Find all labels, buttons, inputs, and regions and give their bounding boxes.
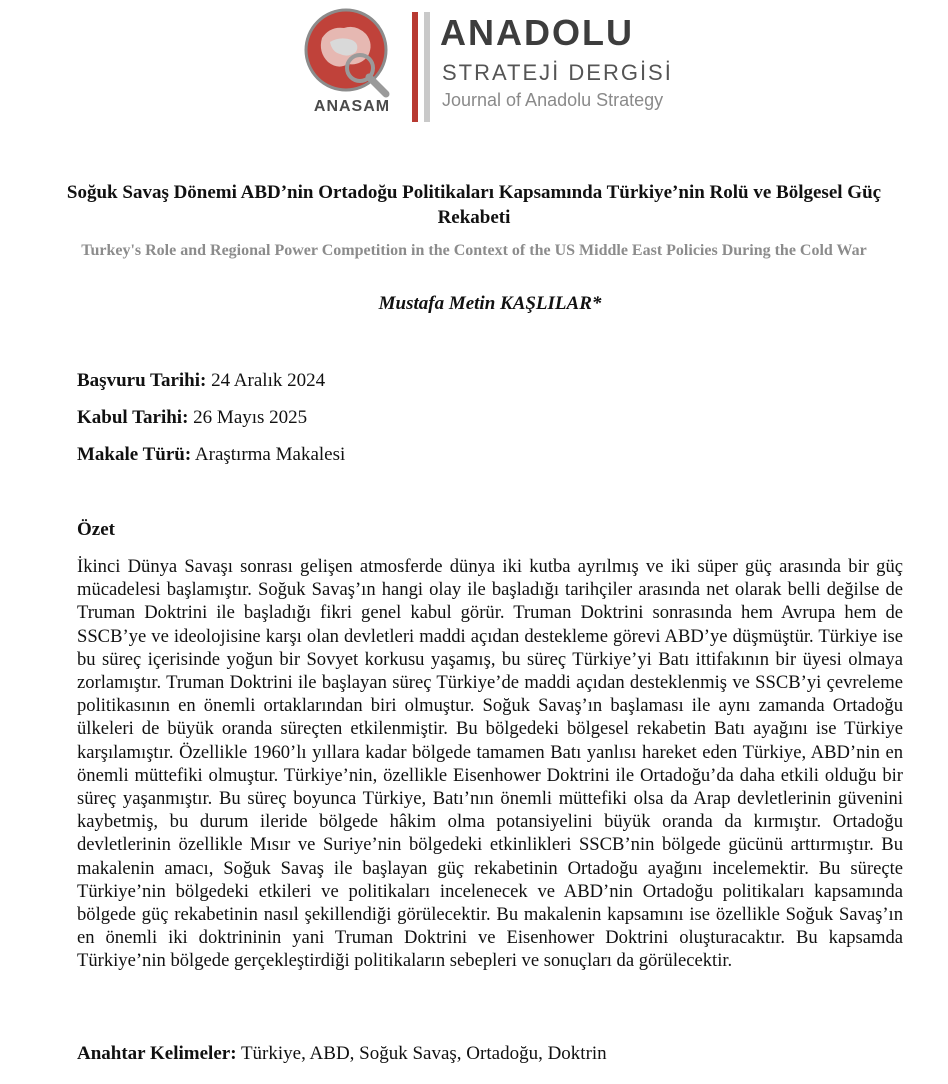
submission-date — [77, 370, 325, 392]
article-type-value: Araştırma Makalesi — [194, 444, 346, 465]
submission-date-label: Başvuru Tarihi: — [77, 370, 207, 391]
author-name: Mustafa Metin KAŞLILAR* — [378, 293, 602, 314]
journal-subtitle: STRATEJİ DERGİSİ — [442, 60, 673, 85]
article-title-en: Turkey's Role and Regional Power Competition in the Context of the US Middle East Policies During the Cold War — [81, 242, 867, 259]
acceptance-date-label: Kabul Tarihi: — [77, 407, 189, 428]
acceptance-date-value: 26 Mayıs 2025 — [193, 407, 308, 428]
brand-stripes-icon — [408, 8, 432, 126]
abstract-text: İkinci Dünya Savaşı sonrası gelişen atmosferde dünya iki kutba ayrılmış ve iki süper güç arasında bir güç mücadelesi başlamıştır. Soğuk Savaş’ın hangi olay ile başladığı tarihçiler arasında net olarak belli değilse de Truman Doktrini ile başladığı fikri genel kabul görür. Truman Doktrini sonrasında hem Avrupa hem de SSCB’ye ve ideolojisine karşı olan devletleri maddi açıdan destekleme görevi ABD’ye düşmüştür. Türkiye ise bu süreç içerisinde yoğun bir Sovyet korkusu yaşamış, bu süreç Türkiye’yi Batı ittifakının bir üyesi olmaya zorlamıştır. Truman Doktrini ile başlayan süreç Türkiye’de maddi açıdan desteklenmiş ve SSCB’yi çevreleme politikasının en önemli ortaklarından biri olmuştur. Soğuk Savaş’ın başlaması ile aynı zamanda Ortadoğu ülkeleri de büyük oranda süreçten etkilenmiştir. Bu bölgedeki bölgesel rekabetin Batı ayağını ise Türkiye karşılamıştır. Özellikle 1960’lı yıllara kadar bölgede tamamen Batı yanlısı hareket eden Türkiye, ABD’nin en önemli müttefiki olmuştur. Türkiye’nin, özellikle Eisenhower Doktrini ile Ortadoğu’da daha etkili olduğu bir süreç yaşanmıştır. Bu süreç boyunca Türkiye, Batı’nın önemli müttefiki olsa da Arap devletlerinin güvenini kaybetmiş, bu durum ileride bölgede hâkim olma potansiyelini büyük oranda da kırmıştır. Ortadoğu devletlerinin özellikle Mısır ve Suriye’nin bölgedeki etkinlikleri SSCB’nin bölgede gücünü arttırmıştır. Bu makalenin amacı, Soğuk Savaş ile başlayan güç rekabetinin Ortadoğu ayağını incelemektir. Bu süreçte Türkiye’nin bölgedeki etkileri ve politikaları incelenecek ve ABD’nin Ortadoğu politikaları kapsamında bölgede güç rekabetinin nasıl şekillendiği görülecektir. Bu makalenin kapsamını ise özellikle Soğuk Savaş’ın en önemli iki doktrininin yani Truman Doktrini ve Eisenhower Doktrini oluşturacaktır. Bu kapsamda Türkiye’nin bölgede gerçekleştirdiği politikaların sebepleri ve sonuçları da görülecektir. — [77, 556, 903, 972]
keywords-label: Anahtar Kelimeler: — [77, 1043, 237, 1064]
abstract-heading: Özet — [77, 519, 115, 540]
article-type — [77, 444, 345, 466]
anasam-globe-logo-icon — [300, 8, 398, 98]
article-title-tr: Soğuk Savaş Dönemi ABD’nin Ortadoğu Politikaları Kapsamında Türkiye’nin Rolü ve Bölgesel Güç Rekabeti — [66, 182, 882, 228]
submission-date-value: 24 Aralık 2024 — [211, 370, 326, 391]
keywords-value: Türkiye, ABD, Soğuk Savaş, Ortadoğu, Doktrin — [240, 1043, 607, 1064]
acceptance-date — [77, 407, 307, 429]
journal-header — [298, 8, 698, 126]
journal-english-name: Journal of Anadolu Strategy — [442, 90, 664, 110]
anasam-logo-text: ANASAM — [313, 98, 391, 115]
journal-name: ANADOLU — [440, 12, 634, 53]
keywords — [77, 1043, 903, 1065]
article-type-label: Makale Türü: — [77, 444, 192, 465]
